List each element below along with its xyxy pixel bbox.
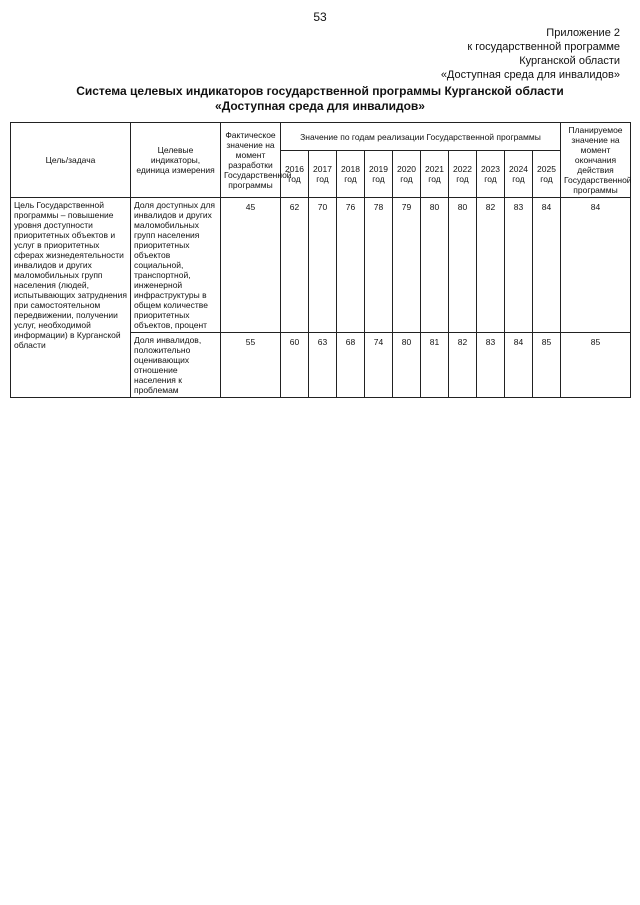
indicators-table-wrap	[10, 122, 630, 398]
year-value-cell: 84	[505, 333, 533, 398]
year-value-cell: 62	[281, 198, 309, 333]
indicators-table	[10, 122, 631, 398]
year-value-cell: 83	[505, 198, 533, 333]
header-year: 2022 год	[449, 151, 477, 198]
goal-cell: Цель Государственной программы – повышение уровня доступности приоритетных объектов и услуг в приоритетных сферах жизнедеятельности инвалидов и других маломобильных групп населения (людей, испытывающих затруднения при самостоятельном передвижении, получении услуг, необходимой информации) в Курганской области	[11, 198, 131, 398]
year-value-cell: 60	[281, 333, 309, 398]
actual-value-cell: 55	[221, 333, 281, 398]
header-goal: Цель/задача	[11, 123, 131, 198]
year-value-cell: 85	[533, 333, 561, 398]
header-row-1	[11, 123, 631, 151]
year-value-cell: 80	[421, 198, 449, 333]
year-value-cell: 63	[309, 333, 337, 398]
year-value-cell: 80	[393, 333, 421, 398]
year-value-cell: 82	[449, 333, 477, 398]
header-year: 2017 год	[309, 151, 337, 198]
header-year: 2018 год	[337, 151, 365, 198]
indicator-cell: Доля доступных для инвалидов и других маломобильных групп населения приоритетных объектов социальной, транспортной, инженерной инфраструктуры в общем количестве приоритетных объектов, процент	[131, 198, 221, 333]
header-year: 2023 год	[477, 151, 505, 198]
page-number: 53	[313, 10, 327, 24]
planned-value-cell: 85	[561, 333, 631, 398]
header-planned: Планируемое значение на момент окончания действия Государственной программы	[561, 123, 631, 198]
year-value-cell: 76	[337, 198, 365, 333]
header-year: 2021 год	[421, 151, 449, 198]
appendix-line-3: Курганской области	[519, 55, 620, 67]
year-value-cell: 80	[449, 198, 477, 333]
header-by-years: Значение по годам реализации Государственной программы	[281, 123, 561, 151]
title-line-1: Система целевых индикаторов государственной программы Курганской области	[76, 84, 564, 98]
header-year: 2024 год	[505, 151, 533, 198]
year-value-cell: 82	[477, 198, 505, 333]
header-indicator: Целевые индикаторы, единица измерения	[131, 123, 221, 198]
year-value-cell: 70	[309, 198, 337, 333]
actual-value-cell: 45	[221, 198, 281, 333]
document-title	[0, 84, 640, 114]
appendix-line-2: к государственной программе	[467, 41, 620, 53]
year-value-cell: 83	[477, 333, 505, 398]
header-year: 2016 год	[281, 151, 309, 198]
header-year: 2025 год	[533, 151, 561, 198]
header-year: 2019 год	[365, 151, 393, 198]
title-line-2: «Доступная среда для инвалидов»	[215, 99, 425, 113]
table-row	[11, 198, 631, 333]
year-value-cell: 81	[421, 333, 449, 398]
appendix-note	[441, 26, 620, 82]
appendix-line-1: Приложение 2	[546, 27, 620, 39]
indicator-cell: Доля инвалидов, положительно оценивающих отношение населения к проблемам	[131, 333, 221, 398]
header-actual: Фактическое значение на момент разработки Государственной программы	[221, 123, 281, 198]
year-value-cell: 79	[393, 198, 421, 333]
header-year: 2020 год	[393, 151, 421, 198]
year-value-cell: 74	[365, 333, 393, 398]
planned-value-cell: 84	[561, 198, 631, 333]
year-value-cell: 78	[365, 198, 393, 333]
year-value-cell: 68	[337, 333, 365, 398]
appendix-line-4: «Доступная среда для инвалидов»	[440, 69, 620, 81]
year-value-cell: 84	[533, 198, 561, 333]
